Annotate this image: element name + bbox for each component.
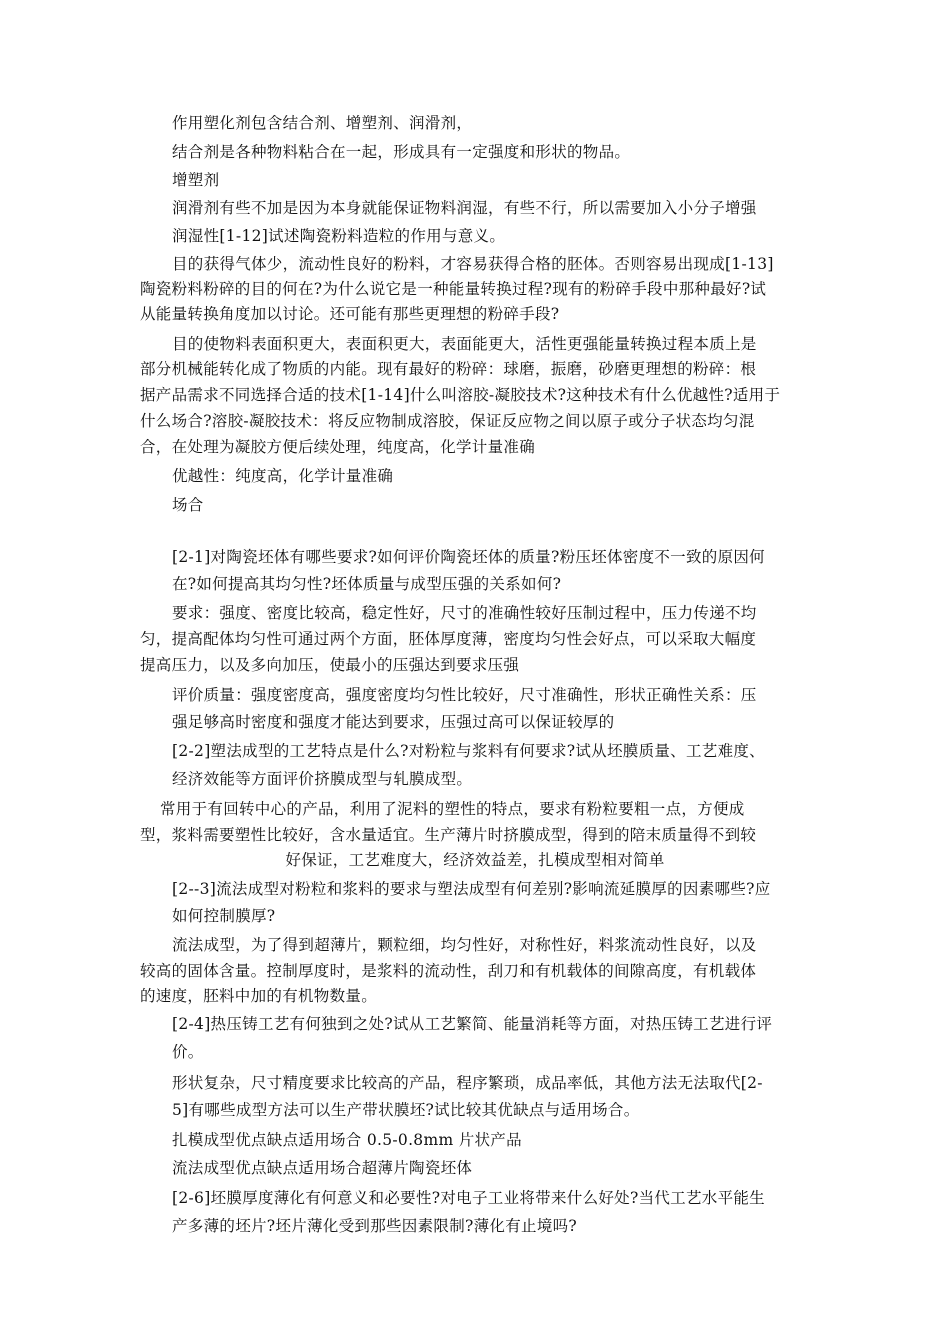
text-line: 提高压力，以及多向加压，使最小的压强达到要求压强 [140, 656, 520, 674]
text-line: 从能量转换角度加以讨论。还可能有那些更理想的粉碎手段? [140, 305, 560, 323]
text-line: 流法成型优点缺点适用场合超薄片陶瓷坯体 [172, 1159, 473, 1177]
text-line: 型，浆料需要塑性比较好，含水量适宜。生产薄片时挤膜成型，得到的陪末质量得不到较 [140, 826, 757, 844]
text-line: 好保证，工艺难度大，经济效益差，扎模成型相对简单 [285, 851, 665, 869]
text-line: 常用于有回转中心的产品，利用了泥料的塑性的特点，要求有粉粒要粗一点，方便成 [160, 800, 745, 818]
text-line: 匀，提高配体均匀性可通过两个方面，胚体厚度薄，密度均匀性会好点，可以采取大幅度 [140, 630, 757, 648]
text-line: 部分机械能转化成了物质的内能。现有最好的粉碎：球磨，振磨，砂磨更理想的粉碎：根 [140, 360, 757, 378]
text-line: [2-2]塑法成型的工艺特点是什么?对粉粒与浆料有何要求?试从坯膜质量、工艺难度、 [172, 742, 765, 760]
text-line: 要求：强度、密度比较高，稳定性好，尺寸的准确性较好压制过程中，压力传递不均 [172, 604, 757, 622]
text-line: 经济效能等方面评价挤膜成型与轧膜成型。 [172, 770, 473, 788]
text-line: 5]有哪些成型方法可以生产带状膜坯?试比较其优缺点与适用场合。 [172, 1101, 640, 1119]
text-line: 评价质量：强度密度高，强度密度均匀性比较好，尺寸准确性，形状正确性关系：压 [172, 686, 757, 704]
text-line: 目的获得气体少，流动性良好的粉料，才容易获得合格的胚体。否则容易出现成[1-13] [172, 255, 774, 273]
text-line: 增塑剂 [172, 171, 220, 189]
text-line: 强足够高时密度和强度才能达到要求，压强过高可以保证较厚的 [172, 713, 615, 731]
text-line: 在?如何提高其均匀性?坯体质量与成型压强的关系如何? [172, 575, 562, 593]
text-line: 润滑剂有些不加是因为本身就能保证物料润湿，有些不行，所以需要加入小分子增强 [172, 199, 757, 217]
text-line: 流法成型，为了得到超薄片，颗粒细，均匀性好，对称性好，料浆流动性良好，以及 [172, 936, 757, 954]
text-line: 产多薄的坯片?坯片薄化受到那些因素限制?薄化有止境吗? [172, 1217, 578, 1235]
text-line: [2-6]坯膜厚度薄化有何意义和必要性?对电子工业将带来什么好处?当代工艺水平能生 [172, 1189, 765, 1207]
text-line: 优越性：纯度高，化学计量准确 [172, 467, 394, 485]
text-line: 结合剂是各种物料粘合在一起，形成具有一定强度和形状的物品。 [172, 143, 631, 161]
text-line: [2-4]热压铸工艺有何独到之处?试从工艺繁简、能量消耗等方面，对热压铸工艺进行评 [172, 1015, 773, 1033]
text-line: [2-1]对陶瓷坯体有哪些要求?如何评价陶瓷坯体的质量?粉压坯体密度不一致的原因何 [172, 548, 765, 566]
text-line: 场合 [172, 496, 204, 514]
text-line: 合，在处理为凝胶方便后续处理，纯度高，化学计量准确 [140, 438, 536, 456]
text-line: 的速度，胚料中加的有机物数量。 [140, 987, 378, 1005]
text-line: 作用塑化剂包含结合剂、增塑剂、润滑剂， [172, 114, 473, 132]
text-line: [2--3]流法成型对粉粒和浆料的要求与塑法成型有何差别?影响流延膜厚的因素哪些?应 [172, 880, 771, 898]
text-line: 据产品需求不同选择合适的技术[1-14]什么叫溶胶-凝胶技术?这种技术有什么优越性?适用于 [140, 386, 781, 404]
text-line: 形状复杂，尺寸精度要求比较高的产品，程序繁琐，成品率低，其他方法无法取代[2- [172, 1074, 763, 1092]
text-line: 什么场合?溶胶-凝胶技术：将反应物制成溶胶，保证反应物之间以原子或分子状态均匀混 [140, 412, 755, 430]
text-line: 润湿性[1-12]试述陶瓷粉料造粒的作用与意义。 [172, 227, 506, 245]
text-line: 较高的固体含量。控制厚度时，是浆料的流动性，刮刀和有机载体的间隙高度，有机载体 [140, 962, 757, 980]
text-line: 扎模成型优点缺点适用场合 0.5-0.8mm 片状产品 [172, 1131, 522, 1149]
text-line: 如何控制膜厚? [172, 907, 276, 925]
text-line: 价。 [172, 1043, 204, 1061]
text-line: 目的使物料表面积更大，表面积更大，表面能更大，活性更强能量转换过程本质上是 [172, 335, 757, 353]
text-line: 陶瓷粉料粉碎的目的何在?为什么说它是一种能量转换过程?现有的粉碎手段中那种最好?试 [140, 280, 767, 298]
